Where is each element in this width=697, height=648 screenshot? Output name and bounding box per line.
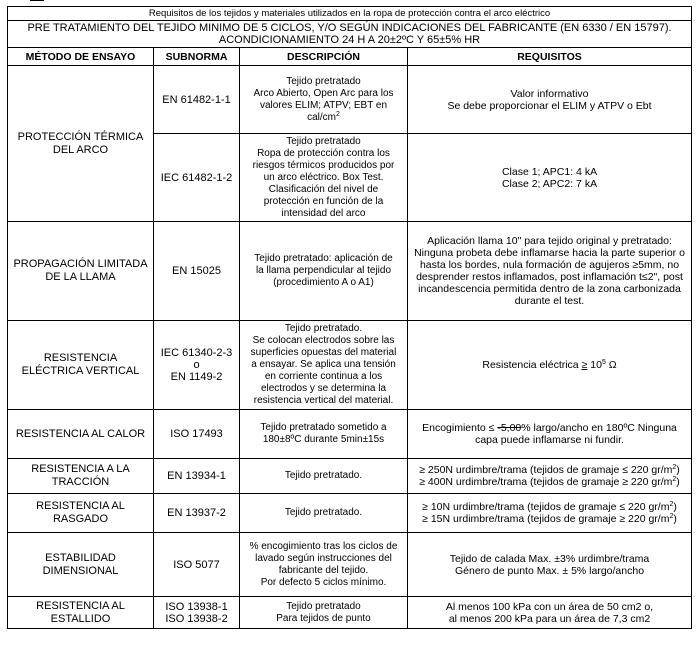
description-line: electrodos y se determina la [260, 383, 387, 394]
requirement-text: Resistencia eléctrica [482, 359, 579, 371]
requirements-cell [408, 134, 692, 222]
superscript: 2 [336, 110, 340, 118]
description-line: Por defecto 5 ciclos mínimo. [260, 576, 387, 588]
method-text: DE LA LLAMA [45, 271, 116, 283]
requirements-table [7, 6, 692, 629]
subnorm-cell: ISO 17493 [154, 410, 240, 459]
requirement-line: incandescencia permitida dentro de la zona carbonizada [418, 283, 681, 295]
table-row [8, 533, 692, 597]
requirement-line: Al menos 100 kPa con un área de 50 cm2 o, [445, 600, 654, 613]
description-line: Tejido pretratado sometido a [260, 422, 387, 433]
method-cell [8, 459, 154, 494]
method-cell [8, 597, 154, 629]
method-text: PROTECCIÓN TÉRMICA [17, 130, 144, 143]
table-row [8, 321, 692, 410]
requirement-line: desprender restos inflamados, post inflamación t≤2", post [416, 271, 683, 283]
description-line: Tejido pretratado [286, 135, 361, 147]
description-line: riesgos térmicos producidos por [252, 159, 395, 171]
description-line: Tejido pretratado: aplicación de [254, 253, 393, 264]
requirement-line: Valor informativo [510, 87, 589, 100]
method-cell [8, 321, 154, 410]
description-line: lavado según instrucciones del [255, 552, 392, 564]
description-cell [240, 597, 408, 629]
requirement-line: ≥ 250N urdimbre/trama (tejidos de gramaje ≤ 220 $gr/m^2$) [419, 464, 680, 476]
subnorm-cell [154, 597, 240, 629]
requirement-value: 10 [590, 359, 602, 371]
requirements-cell [408, 459, 692, 494]
description-line: protección en función de la [263, 195, 384, 207]
subnorm-cell [154, 321, 240, 410]
header-subnorm: SUBNORMA [154, 48, 240, 66]
description-line: la llama perpendicular al tejido [255, 265, 392, 276]
method-cell [8, 222, 154, 321]
method-text: DIMENSIONAL [42, 564, 119, 577]
requirement-line: Clase 1; APC1: 4 kA [501, 165, 598, 178]
requirement-line: hasta los bordes, nula formación de agujeros ≥5mm, no [419, 259, 680, 271]
table-row [8, 222, 692, 321]
requirement-line: Aplicación llama 10" para tejido original y pretratado: [427, 235, 672, 247]
description-line: cal/$cm^2$ [307, 110, 340, 123]
method-text: RESISTENCIA A LA [31, 463, 130, 475]
description-line: Arco Abierto, Open Arc para los [253, 87, 394, 99]
description-line: resistencia vertical del material. [253, 395, 394, 406]
table-row [8, 459, 692, 494]
method-cell [8, 494, 154, 533]
description-cell [240, 134, 408, 222]
method-text: DEL ARCO [52, 143, 109, 156]
description-line: % encogimiento tras los ciclos de [249, 540, 398, 552]
requirements-cell [408, 597, 692, 629]
requirement-line: durante el test. [514, 295, 585, 307]
method-text: ESTALLIDO [50, 612, 111, 625]
description-line: fabricante del tejido. [278, 564, 369, 576]
subnorm-text: ISO 13938-2 [165, 612, 228, 625]
description-line: superficies opuestas del material [250, 347, 397, 358]
pretreatment-row [8, 21, 692, 48]
method-text: RESISTENCIA [43, 352, 118, 364]
description-line: valores ELIM; ATPV; EBT en [259, 99, 388, 111]
description-line: (procedimiento A o A1) [273, 277, 374, 288]
subnorm-cell: EN 13934-1 [154, 459, 240, 494]
description-line: en corriente continua a los [264, 371, 383, 382]
method-text: RESISTENCIA AL [36, 599, 125, 612]
method-text: ESTABILIDAD [45, 551, 116, 564]
description-line: Tejido pretratado. [284, 323, 363, 334]
description-line: Tejido pretratado [286, 600, 361, 612]
description-line: intensidad del arco [281, 207, 366, 219]
method-text: TRACCIÓN [51, 476, 110, 488]
description-cell [240, 222, 408, 321]
method-text: ELÉCTRICA VERTICAL [21, 365, 140, 377]
method-text: RESISTENCIA AL [36, 500, 125, 512]
subnorm-text: ISO 13938-1 [165, 600, 228, 613]
requirement-line: Género de punto Max. ± 5% largo/ancho [454, 564, 645, 577]
description-cell [240, 533, 408, 597]
method-cell: RESISTENCIA AL CALOR [8, 410, 154, 459]
table-title: Requisitos de los tejidos y materiales utilizados en la ropa de protección contra el arco eléctrico [8, 7, 692, 21]
conditioning-line: ACONDICIONAMIENTO 24 H A 20±2ºC Y 65±5% HR [218, 34, 481, 46]
description-line: 180±8ºC durante 5min±15s [262, 434, 385, 445]
method-cell [8, 533, 154, 597]
requirement-line: capa puede inflamarse ni fundir. [475, 434, 624, 446]
requirement-line: ≥ 15N urdimbre/trama (tejidos de gramaje ≥ 220 $gr/m^2$) [422, 513, 677, 525]
subnorm-cell: ISO 5077 [154, 533, 240, 597]
method-text: RASGADO [52, 513, 108, 525]
requirement-line: ≥ 10N urdimbre/trama (tejidos de gramaje ≤ 220 $gr/m^2$) [422, 501, 677, 513]
requirement-line: Se debe proporcionar el ELIM y ATPV o Ebt [447, 99, 652, 112]
requirements-cell [408, 321, 692, 410]
subnorm-cell: EN 15025 [154, 222, 240, 321]
requirements-cell [408, 66, 692, 134]
requirement-line: Clase 2; APC2: 7 kA [501, 177, 598, 190]
superscript: 5 [601, 359, 606, 366]
requirement-line: Ninguna probeta debe inflamarse hacia la parte superior o [414, 247, 685, 259]
requirements-cell [408, 222, 692, 321]
header-requirements: REQUISITOS [408, 48, 692, 66]
requirements-cell [408, 533, 692, 597]
table-row [8, 66, 692, 134]
description-line: un arco eléctrico. Box Test. [263, 171, 384, 183]
struck-value: -5,00 [497, 422, 522, 434]
description-cell [240, 410, 408, 459]
description-line: Ropa de protección contra los [257, 147, 390, 159]
requirement-symbol: ≥ [581, 359, 588, 371]
header-description: DESCRIPCIÓN [240, 48, 408, 66]
subnorm-cell: EN 13937-2 [154, 494, 240, 533]
requirements-cell [408, 410, 692, 459]
subnorm-text: EN 1149-2 [170, 371, 223, 383]
subnorm-text: IEC 61340-2-3 [160, 347, 233, 359]
requirement-line: al menos 200 kPa para un área de 7,3 cm2 [448, 612, 651, 625]
subnorm-cell: EN 61482-1-1 [154, 66, 240, 134]
subnorm-text: o [193, 359, 200, 371]
top-rule [30, 0, 44, 1]
requirement-line: ≥ 400N urdimbre/trama (tejidos de gramaje ≥ 220 $gr/m^2$) [419, 476, 680, 488]
pretreatment-line: PRE TRATAMIENTO DEL TEJIDO MINIMO DE 5 CICLOS, Y/O SEGÚN INDICACIONES DEL FABRICANTE (EN 6330 / EN 15797). [27, 22, 672, 34]
title-row [8, 7, 692, 21]
description-line: Se colocan electrodos sobre las [252, 335, 395, 346]
table-row [8, 410, 692, 459]
method-text: PROPAGACIÓN LIMITADA [13, 258, 148, 270]
requirements-cell [408, 494, 692, 533]
description-line: a ensayar. Se aplica una tensión [251, 359, 396, 370]
method-cell [8, 66, 154, 222]
requirement-line: Tejido de calada Max. ±3% urdimbre/trama [449, 552, 650, 565]
description-cell [240, 66, 408, 134]
header-method: MÉTODO DE ENSAYO [8, 48, 154, 66]
description-cell: Tejido pretratado. [240, 494, 408, 533]
subnorm-cell: IEC 61482-1-2 [154, 134, 240, 222]
description-line: Tejido pretratado [286, 75, 361, 87]
table-row [8, 494, 692, 533]
table-row [8, 597, 692, 629]
pretreatment-note [8, 21, 692, 48]
requirement-line: Encogimiento ≤ -5,00% largo/ancho en 180ºC Ninguna [422, 422, 677, 434]
description-cell [240, 321, 408, 410]
description-cell: Tejido pretratado. [240, 459, 408, 494]
description-line: Clasificación del nivel de [268, 183, 379, 195]
header-row [8, 48, 692, 66]
requirement-unit: Ω [608, 359, 617, 371]
description-line: Para tejidos de punto [276, 612, 371, 624]
